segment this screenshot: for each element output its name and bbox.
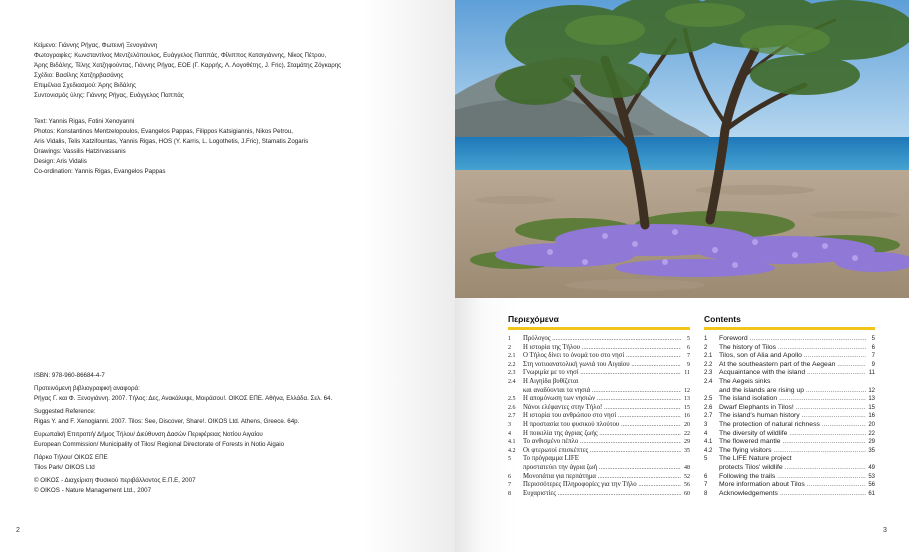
toc-entry-page: 56 (684, 482, 690, 489)
toc-entry[interactable] (508, 455, 690, 464)
toc-entry-number: 4.2 (508, 447, 516, 454)
toc-entry-title: Γνωριμία με το νησί ..... (523, 369, 681, 378)
toc-entry[interactable] (508, 481, 690, 490)
toc-entry[interactable] (704, 369, 875, 378)
toc-entry-title: The protection of natural richness ..... (719, 421, 866, 430)
toc-entry[interactable] (508, 378, 690, 387)
toc-entry[interactable] (704, 335, 875, 344)
toc-entry-number: 2.4 (508, 378, 516, 385)
toc-entry-page: 61 (868, 490, 875, 497)
toc-entry[interactable] (508, 438, 690, 447)
toc-entry-title: Στη νοτιοανατολική γωνιά του Αιγαίου ..... (523, 361, 681, 370)
page-number: 3 (883, 527, 887, 534)
toc-entry-page: 48 (684, 464, 690, 471)
park-en: Tilos Park/ OIKOS Ltd (34, 464, 95, 471)
toc-entry-page: 53 (868, 473, 875, 480)
toc-entry[interactable] (508, 335, 690, 344)
toc-entry-title: More information about Tilos ..... (719, 481, 866, 490)
toc-entry-page: 52 (684, 473, 690, 480)
toc-entry[interactable] (508, 352, 690, 361)
toc-entry-number: 2.3 (704, 370, 713, 377)
toc-entry-page: 60 (684, 490, 690, 497)
toc-entry-number: 6 (508, 473, 511, 480)
toc-entry-title: At the southeastern part of the Aegean ..... (719, 361, 866, 370)
toc-entry[interactable] (704, 344, 875, 353)
toc-entry-number: 2.2 (508, 361, 516, 368)
copyright-gr: © ΟΙΚΟΣ - Διαχείριση Φυσικού περιβάλλοντος Ε.Π.Ε, 2007 (34, 477, 196, 484)
toc-entry-title: and the islands are rising up ..... (719, 387, 866, 396)
toc-entry-number: 4.1 (508, 439, 516, 446)
toc-entry-page: 11 (684, 370, 690, 377)
toc-entry-page: 22 (868, 430, 875, 437)
toc-greek (508, 314, 690, 498)
toc-entry-number: 2.4 (704, 378, 713, 385)
toc-entry-number: 2.1 (508, 353, 516, 360)
accent-rule (704, 327, 875, 330)
landscape-photo (455, 0, 909, 298)
toc-entry[interactable] (704, 430, 875, 439)
toc-entry-title: Η ιστορία του ανθρώπου στο νησί ..... (523, 412, 681, 421)
toc-entry-number: 5 (704, 456, 708, 463)
toc-entry-page: 12 (684, 387, 690, 394)
toc-entry[interactable] (508, 490, 690, 499)
toc-entry-number: 2 (508, 344, 511, 351)
toc-entry-page: 7 (687, 353, 690, 360)
toc-entry[interactable] (704, 447, 875, 456)
toc-entry-page (866, 378, 875, 387)
toc-entry-number: 6 (704, 473, 708, 480)
toc-entry-title: The diversity of wildlife ..... (719, 430, 866, 439)
toc-entry-number: 5 (508, 456, 511, 463)
toc-entry[interactable] (508, 395, 690, 404)
toc-entry-number: 3 (704, 421, 708, 428)
isbn: ISBN: 978-960-86684-4-7 (34, 372, 105, 379)
commission-gr: Ευρωπαϊκή Επιτροπή/ Δήμος Τήλου/ Διεύθυνση Δασών Περιφέρειας Νοτίου Αιγαίου (34, 431, 263, 438)
toc-entry-page: 11 (868, 370, 875, 377)
credit-line: Κείμενο: Γιάννης Ρήγας, Φωτεινή Ξενογιάννη (34, 42, 158, 49)
toc-entry[interactable] (508, 387, 690, 396)
toc-entry-number: 4 (508, 430, 511, 437)
toc-entry-title: Η Αιγηίδα βυθίζεται (523, 377, 579, 385)
toc-entry-page (681, 378, 690, 387)
toc-entry[interactable] (508, 369, 690, 378)
toc-entry-page: 5 (687, 336, 690, 342)
toc-entry-page: 5 (871, 336, 875, 342)
toc-entry-title: προστατεύει την άγρια ζωή ..... (523, 464, 681, 473)
toc-entry-number (508, 387, 523, 396)
toc-entry-number: 2.5 (704, 396, 713, 403)
toc-entry-title: Η προστασία του φυσικού πλούτου ..... (523, 421, 681, 430)
toc-entry[interactable] (508, 361, 690, 370)
toc-entry-title: The island isolation ..... (719, 395, 866, 404)
toc-entry-number: 7 (508, 482, 511, 489)
toc-entry[interactable] (704, 473, 875, 482)
toc-entry[interactable] (508, 412, 690, 421)
credit-line: Drawings: Vassilis Hatzirvassanis (34, 148, 126, 155)
toc-entry[interactable] (704, 361, 875, 370)
credit-line: Aris Vidalis, Telis Xatzifountas, Yannis Rigas, HOS (Y. Karris, L. Logothetis, J.Fric), Stamatis Zogaris (34, 138, 309, 145)
reference-en-label: Suggested Reference: (34, 408, 96, 415)
toc-entry[interactable] (704, 421, 875, 430)
toc-entry-title: Acknowledgements ..... (719, 490, 866, 499)
toc-entry-title: The LIFE Nature project (719, 455, 792, 463)
credit-line: Photos: Konstantinos Mentzelopoulos, Evangelos Pappas, Filippos Katsigiannis, Nikos Petrou, (34, 128, 293, 135)
commission-en: European Commission/ Municipality of Tilos/ Regional Directorate of Forests in Notio Aigaio (34, 441, 285, 448)
toc-entry-number: 8 (508, 490, 511, 497)
toc-entry[interactable] (704, 378, 875, 387)
toc-entry-number: 2.6 (508, 404, 516, 411)
credit-line: Text: Yannis Rigas, Fotini Xenoyanni (34, 118, 135, 125)
toc-entry-page: 35 (684, 447, 690, 454)
toc-entry-title: Foreword ..... (719, 335, 866, 344)
credit-line: Άρης Βιδάλης, Τέλης Χατζηφούντας, Γιάννης Ρήγας, ΕΟΕ (Γ. Καρρής, Λ. Λογοθέτης, J. Fric), Σταμάτης Ζόγκαρης (34, 62, 342, 69)
toc-entry[interactable] (704, 438, 875, 447)
toc-entry-page: 16 (868, 413, 875, 420)
toc-entry-title: Η απομόνωση των νησιών ..... (523, 395, 681, 404)
copyright-en: © OIKOS - Nature Management Ltd., 2007 (34, 487, 152, 494)
credits-greek (34, 41, 341, 101)
toc-entry[interactable] (704, 352, 875, 361)
toc-entry-page: 29 (684, 439, 690, 446)
toc-entry[interactable] (704, 412, 875, 421)
toc-entry-page: 7 (871, 353, 875, 360)
toc-entry-number: 7 (704, 482, 708, 489)
toc-entry-number: 2.6 (704, 404, 713, 411)
toc-entry-title: Μονοπάτια για περπάτημα ..... (523, 473, 681, 482)
toc-entry-title: Tilos, son of Alia and Apollo ..... (719, 352, 866, 361)
toc-entry-number: 8 (704, 490, 708, 497)
toc-entry-page: 13 (684, 396, 690, 403)
page-number: 2 (16, 527, 20, 534)
right-page (455, 0, 909, 552)
credit-line: Design: Aris Vidalis (34, 158, 87, 165)
toc-entry-title: The history of Tilos ..... (719, 344, 866, 353)
toc-entry-title: Acquaintance with the island ..... (719, 369, 866, 378)
toc-entry-title: Η ιστορία της Τήλου ..... (523, 344, 681, 353)
toc-entry[interactable] (704, 481, 875, 490)
toc-entry[interactable] (508, 430, 690, 439)
toc-entry[interactable] (704, 490, 875, 499)
tamarisk-beach-illustration (455, 0, 909, 298)
toc-entry-title: Το πρόγραμμα LIFE (523, 455, 579, 463)
toc-entry-number: 2.3 (508, 370, 516, 377)
toc-entry-page: 49 (868, 464, 875, 471)
toc-entry-page: 15 (868, 404, 875, 411)
reference-gr-label: Προτεινόμενη βιβλιογραφική αναφορά: (34, 385, 140, 392)
credit-line: Επιμέλεια Σχεδιασμού: Άρης Βιδάλης (34, 82, 136, 89)
toc-entry-page: 20 (684, 421, 690, 428)
toc-english (704, 314, 875, 498)
toc-entry[interactable] (508, 421, 690, 430)
toc-entry-number: 4.2 (704, 447, 713, 454)
toc-entry-number: 2.7 (508, 413, 516, 420)
toc-entry-page: 15 (684, 404, 690, 411)
toc-entry[interactable] (704, 464, 875, 473)
toc-entry[interactable] (704, 395, 875, 404)
toc-entry-title: The flying visitors ..... (719, 447, 866, 456)
toc-entry-number: 3 (508, 421, 511, 428)
toc-entry-title: protects Tilos' wildlife ..... (719, 464, 866, 473)
toc-entry-page: 13 (868, 396, 875, 403)
toc-entry-title: Dwarf Elephants in Tilos! ..... (719, 404, 866, 413)
publication-info (34, 371, 332, 496)
toc-entry-title: Ο Τήλος δίνει το όνομά του στο νησί ..... (523, 352, 681, 361)
toc-entry[interactable] (508, 404, 690, 413)
toc-entry[interactable] (508, 447, 690, 456)
toc-entry-page: 20 (868, 421, 875, 428)
toc-entry-number (508, 464, 523, 473)
toc-entry-page: 9 (687, 361, 690, 368)
toc-entry-title: Πρόλογος ..... (523, 335, 681, 344)
toc-entry-page (681, 455, 690, 464)
toc-title-greek: Περιεχόμενα (508, 314, 559, 324)
toc-entry-page: 16 (684, 413, 690, 420)
toc-title-english: Contents (704, 314, 741, 324)
toc-entry-page: 35 (868, 447, 875, 454)
toc-entry-title: Ευχαριστίες ..... (523, 490, 681, 499)
toc-entry[interactable] (508, 344, 690, 353)
toc-entry[interactable] (704, 404, 875, 413)
credit-line: Συντονισμός ύλης: Γιάννης Ρήγας, Ευάγγελος Παππάς (34, 92, 184, 99)
toc-entry-title: Η ποικιλία της άγριας ζωής ..... (523, 430, 681, 439)
toc-entry-number: 2.5 (508, 396, 516, 403)
toc-entry-page: 29 (868, 439, 875, 446)
toc-entry-page: 56 (868, 482, 875, 489)
toc-entry-title: και αναδύονται τα νησιά ..... (523, 387, 681, 396)
reference-en: Rigas Y. and F. Xenogianni. 2007. Tilos: See, Discover, Share!. OIKOS Ltd. Athens, Greece. 64p. (34, 418, 300, 425)
reference-gr: Ρήγας Γ. και Φ. Ξενογιάννη. 2007. Τήλος: Δες, Ανακάλυψε, Μοιράσου!. ΟΙΚΟΣ ΕΠΕ. Αθήνα, Ελλάδα. Σελ. 64. (34, 395, 333, 402)
toc-entry-page: 12 (868, 387, 875, 394)
toc-entry-title: Το ανθισμένο πέπλο ..... (523, 438, 681, 447)
park-gr: Πάρκο Τήλου/ ΟΙΚΟΣ ΕΠΕ (34, 454, 108, 461)
credit-line: Co-ordination: Yannis Rigas, Evangelos Pappas (34, 168, 166, 175)
toc-entry-page: 22 (684, 430, 690, 437)
toc-entry-title: The island's human history ..... (719, 412, 866, 421)
toc-entry-title: The flowered mantle ..... (719, 438, 866, 447)
toc-entry[interactable] (704, 455, 875, 464)
toc-entry-number: 4.1 (704, 439, 713, 446)
accent-rule (508, 327, 690, 330)
toc-entry-number: 1 (704, 336, 708, 342)
toc-entry-title: Οι φτερωτοί επισκέπτες ..... (523, 447, 681, 456)
credit-line: Σχέδιο: Βασίλης Χατζηρβασάνης (34, 72, 124, 79)
toc-entry-number: 1 (508, 336, 511, 342)
toc-entry-page (866, 455, 875, 464)
toc-entry-number: 4 (704, 430, 708, 437)
toc-entry-page: 9 (871, 361, 875, 368)
toc-entry-title: The Aegeis sinks (719, 377, 771, 385)
toc-entry-number: 2.2 (704, 361, 713, 368)
toc-entry[interactable] (508, 473, 690, 482)
toc-entry-number: 2 (704, 344, 708, 351)
toc-entry-page: 6 (687, 344, 690, 351)
toc-entry-title: Περισσότερες Πληροφορίες για την Τήλο ..... (523, 481, 681, 490)
toc-entry[interactable] (508, 464, 690, 473)
toc-entry-title: Νάνοι ελέφαντες στην Τήλο! ..... (523, 404, 681, 413)
credits-english (34, 117, 308, 177)
toc-entry-number: 2.1 (704, 353, 713, 360)
toc-entry-number: 2.7 (704, 413, 713, 420)
toc-entry[interactable] (704, 387, 875, 396)
toc-entry-title: Following the trails ..... (719, 473, 866, 482)
toc-entry-number (704, 464, 719, 473)
toc-entry-page: 6 (871, 344, 875, 351)
toc-entry-number (704, 387, 719, 396)
credit-line: Φωτογραφίες: Κωνσταντίνος Μεντζελόπουλος, Ευάγγελος Παππάς, Φίλιππος Κατσιγιάννης, Νίκος Πέτρου, (34, 52, 327, 59)
